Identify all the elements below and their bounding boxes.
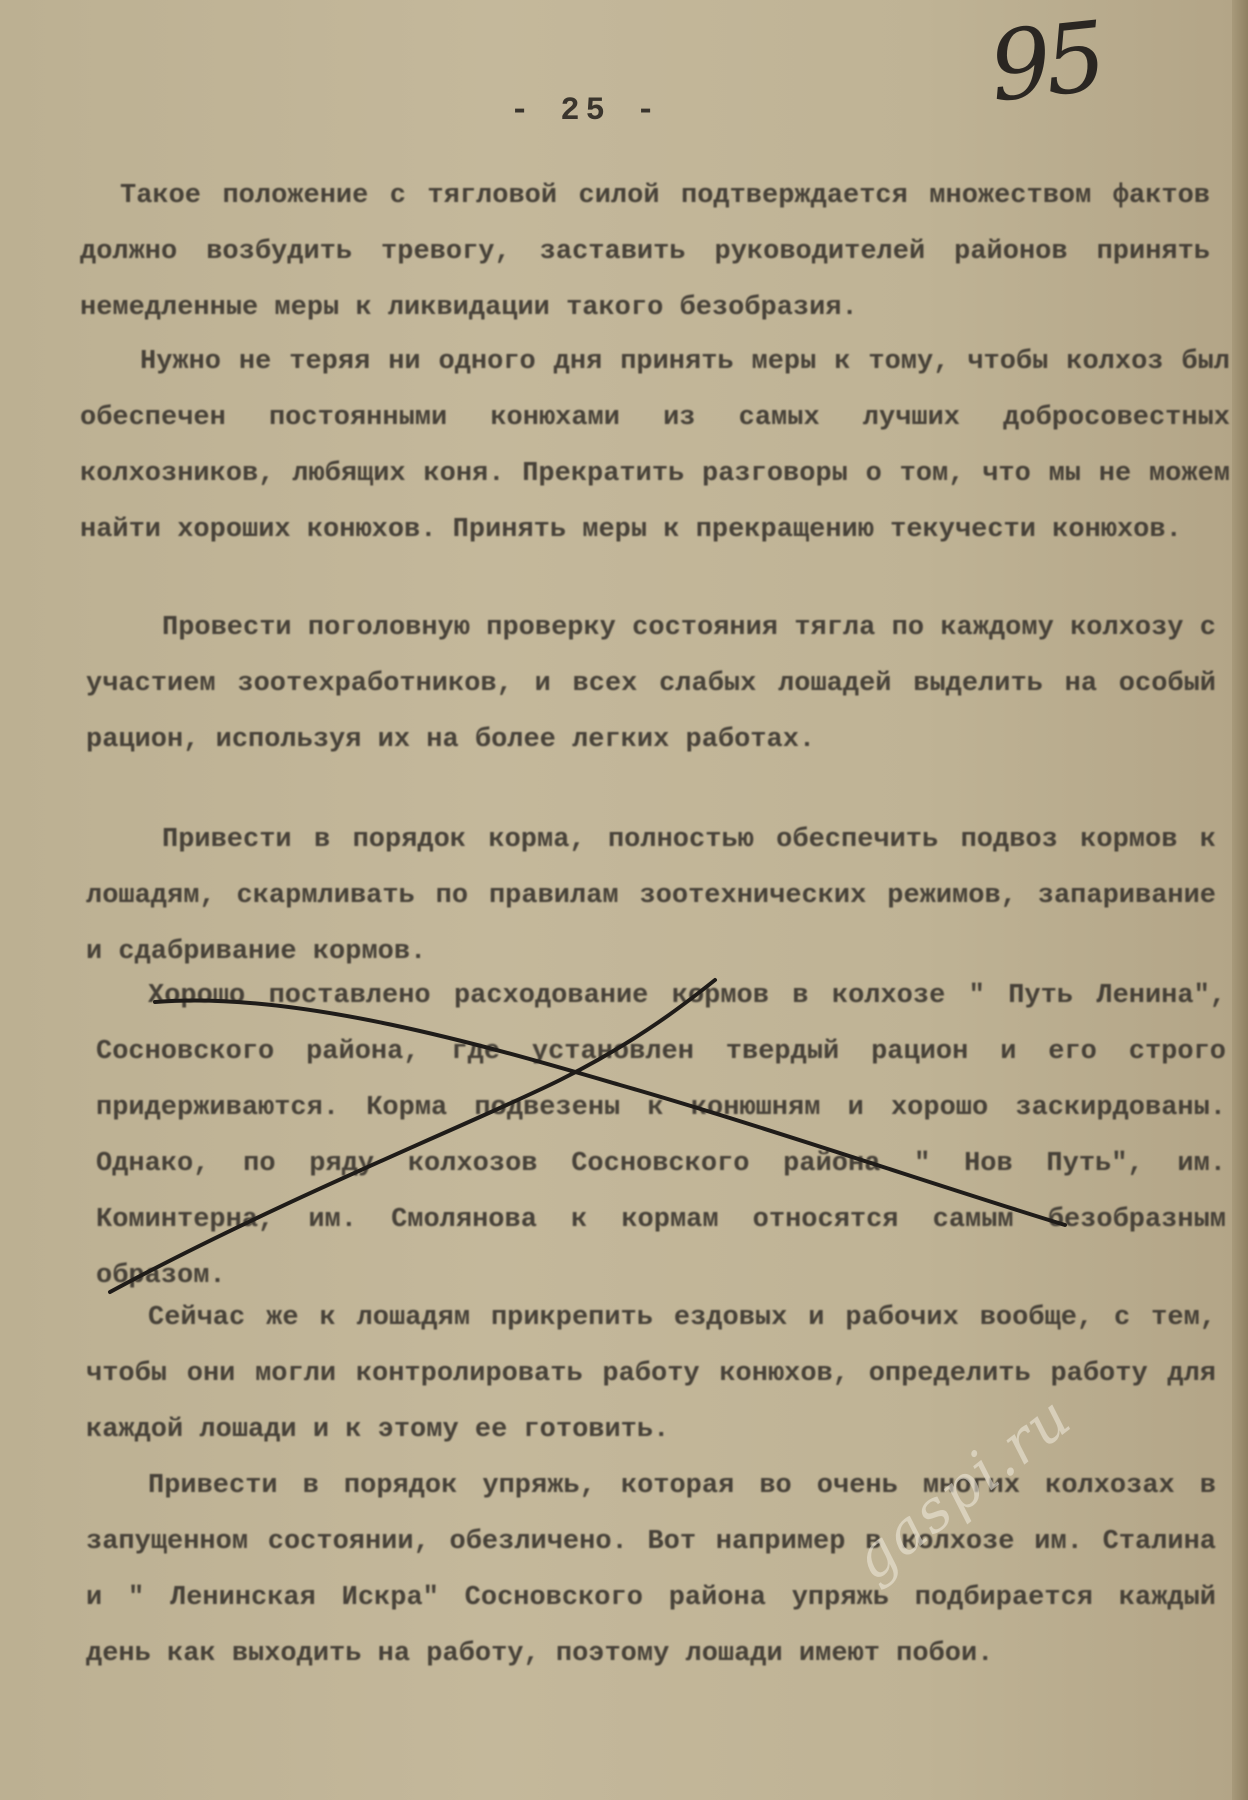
- paragraph-5-crossed-out: Хорошо поставлено расходование кормов в колхозе " Путь Ленина", Сосновского района, где установлен твердый рацион и его строго придерживаются. Корма подвезены к конюшням и хорошо заскирдованы. Однако, по ряду колхозов Сосновского района " Нов Путь", им. Коминтерна, им. Смолянова к кормам относятся самым безобразным образом.: [96, 981, 1226, 1291]
- page-edge: [1232, 0, 1248, 1800]
- paragraph-7: Привести в порядок упряжь, которая во очень многих колхозах в запущенном состоянии, обезличено. Вот например в колхозе им. Сталина и " Ленинская Искра" Сосновского района упряжь подбирается каждый день как выходить на работу, поэтому лошади имеют побои.: [86, 1471, 1216, 1669]
- paragraph-4: Привести в порядок корма, полностью обеспечить подвоз кормов к лошадям, скармливать по правилам зоотехнических режимов, запаривание и сдабривание кормов.: [86, 825, 1216, 967]
- paragraph-6: Сейчас же к лошадям прикрепить ездовых и рабочих вообще, с тем, чтобы они могли контролировать работу конюхов, определить работу для каждой лошади и к этому ее готовить.: [86, 1303, 1216, 1445]
- archive-folio-number: 95: [984, 0, 1106, 124]
- page-number: - 25 -: [510, 92, 662, 129]
- watermark: gaspi.ru: [840, 1381, 1085, 1594]
- paragraph-3: Провести поголовную проверку состояния тягла по каждому колхозу с участием зоотехработников, и всех слабых лошадей выделить на особый рацион, используя их на более легких работах.: [86, 613, 1216, 755]
- paragraph-2: Нужно не теряя ни одного дня принять меры к тому, чтобы колхоз был обеспечен постоянными конюхами из самых лучших добросовестных колхозников, любящих коня. Прекратить разговоры о том, что мы не можем найти хороших конюхов. Принять меры к прекращению текучести конюхов.: [80, 347, 1230, 545]
- paragraph-1: Такое положение с тягловой силой подтверждается множеством фактов должно возбудить тревогу, заставить руководителей районов принять немедленные меры к ликвидации такого безобразия.: [80, 181, 1210, 323]
